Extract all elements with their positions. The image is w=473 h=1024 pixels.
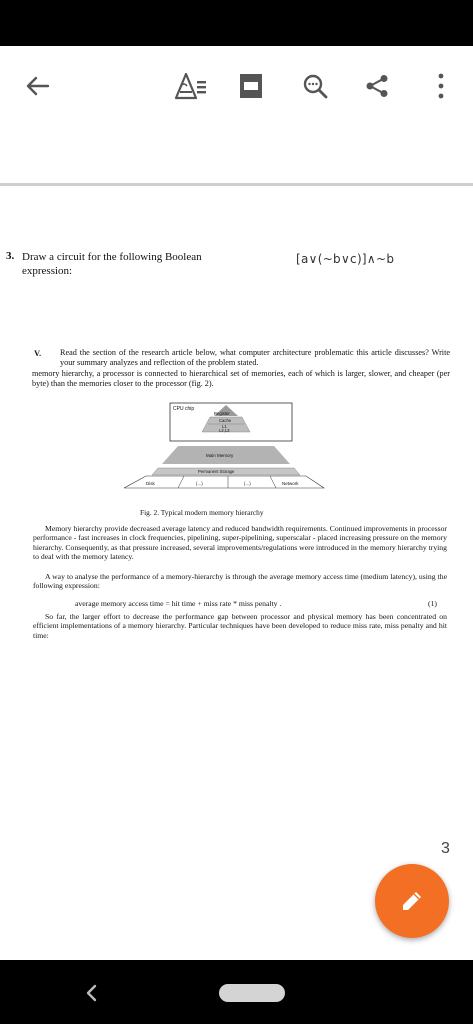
text-to-speech-icon xyxy=(172,72,208,100)
question-5-excerpt: memory hierarchy, a processor is connected to hierarchical set of memories, each of which is larger, slower, and cheaper (per byte) than the memories closer to the processor (fig. 2). xyxy=(32,368,450,389)
system-navigation-bar xyxy=(0,960,473,1024)
document-page[interactable] xyxy=(0,186,473,960)
back-button[interactable] xyxy=(17,66,57,106)
share-icon xyxy=(365,74,389,98)
formula-number: (1) xyxy=(428,599,437,608)
question-3-number: 3. xyxy=(6,250,15,262)
search-button[interactable] xyxy=(295,66,335,106)
l1-label: L1 xyxy=(222,424,227,429)
cpu-chip-label: CPU chip xyxy=(173,406,195,412)
arrow-left-icon xyxy=(24,75,50,97)
network-label: Network xyxy=(282,481,299,486)
share-button[interactable] xyxy=(357,66,397,106)
question-3-text: Draw a circuit for the following Boolean expression: xyxy=(22,251,202,277)
search-icon xyxy=(302,73,328,99)
more-vertical-icon xyxy=(437,73,445,99)
paragraph-memory-hierarchy: Memory hierarchy provide decreased average latency and reduced bandwidth requirements. Continued improvements in processor performance - fast increases in clock frequencies, pipelining, super-pipelining, superscalar - placed increasing pressure on the memory hierarchy. Consequently, as that pressure increased, several improvements/regulations were introduced in the memory hierarchy trying to deal with the memory latency. xyxy=(33,524,447,562)
pencil-edit-icon xyxy=(399,888,425,914)
status-bar xyxy=(0,0,473,46)
memory-hierarchy-figure xyxy=(118,402,338,506)
edit-fab-button[interactable] xyxy=(375,864,449,938)
single-page-view-icon xyxy=(239,73,263,99)
main-memory-label: Main Memory xyxy=(206,453,234,458)
view-mode-button[interactable] xyxy=(231,66,271,106)
cache-label: Cache xyxy=(219,418,232,423)
amat-formula: average memory access time = hit time + miss rate * miss penalty . xyxy=(75,599,282,608)
boolean-expression: [a∨(~b∨c)]∧~b xyxy=(296,252,395,266)
chevron-left-icon xyxy=(84,983,98,1003)
permanent-storage-label: Permanent Storage xyxy=(198,469,235,474)
figure-caption: Fig. 2. Typical modern memory hierarchy xyxy=(140,508,264,517)
nav-back-button[interactable] xyxy=(78,980,104,1006)
register-label: Register xyxy=(214,411,230,416)
read-aloud-button[interactable] xyxy=(170,66,210,106)
page-number: 3 xyxy=(441,840,450,857)
l23-label: L2,L3 xyxy=(219,428,230,433)
paragraph-performance: A way to analyse the performance of a memory-hierarchy is through the average memory access time (medium latency), using the following expression: xyxy=(33,572,447,591)
paragraph-techniques: So far, the larger effort to decrease the performance gap between processor and physical memory has been concentrated on efficient implementations of a memory hierarchy. Particular techniques have been developed to reduce miss rate, miss penalty and hit time: xyxy=(33,612,447,640)
home-pill-icon[interactable] xyxy=(219,984,285,1002)
other-storage-1-label: (...) xyxy=(196,481,203,486)
top-toolbar xyxy=(0,46,473,128)
question-5-number: V. xyxy=(34,348,42,358)
question-5-text xyxy=(32,348,450,390)
question-5-prompt: Read the section of the research article below, what computer architecture problematic this article discusses? Write your summary analyzes and reflection of the problem stated. xyxy=(60,348,450,368)
more-options-button[interactable] xyxy=(421,66,461,106)
disk-label: Disk xyxy=(146,481,155,486)
other-storage-2-label: (...) xyxy=(244,481,251,486)
